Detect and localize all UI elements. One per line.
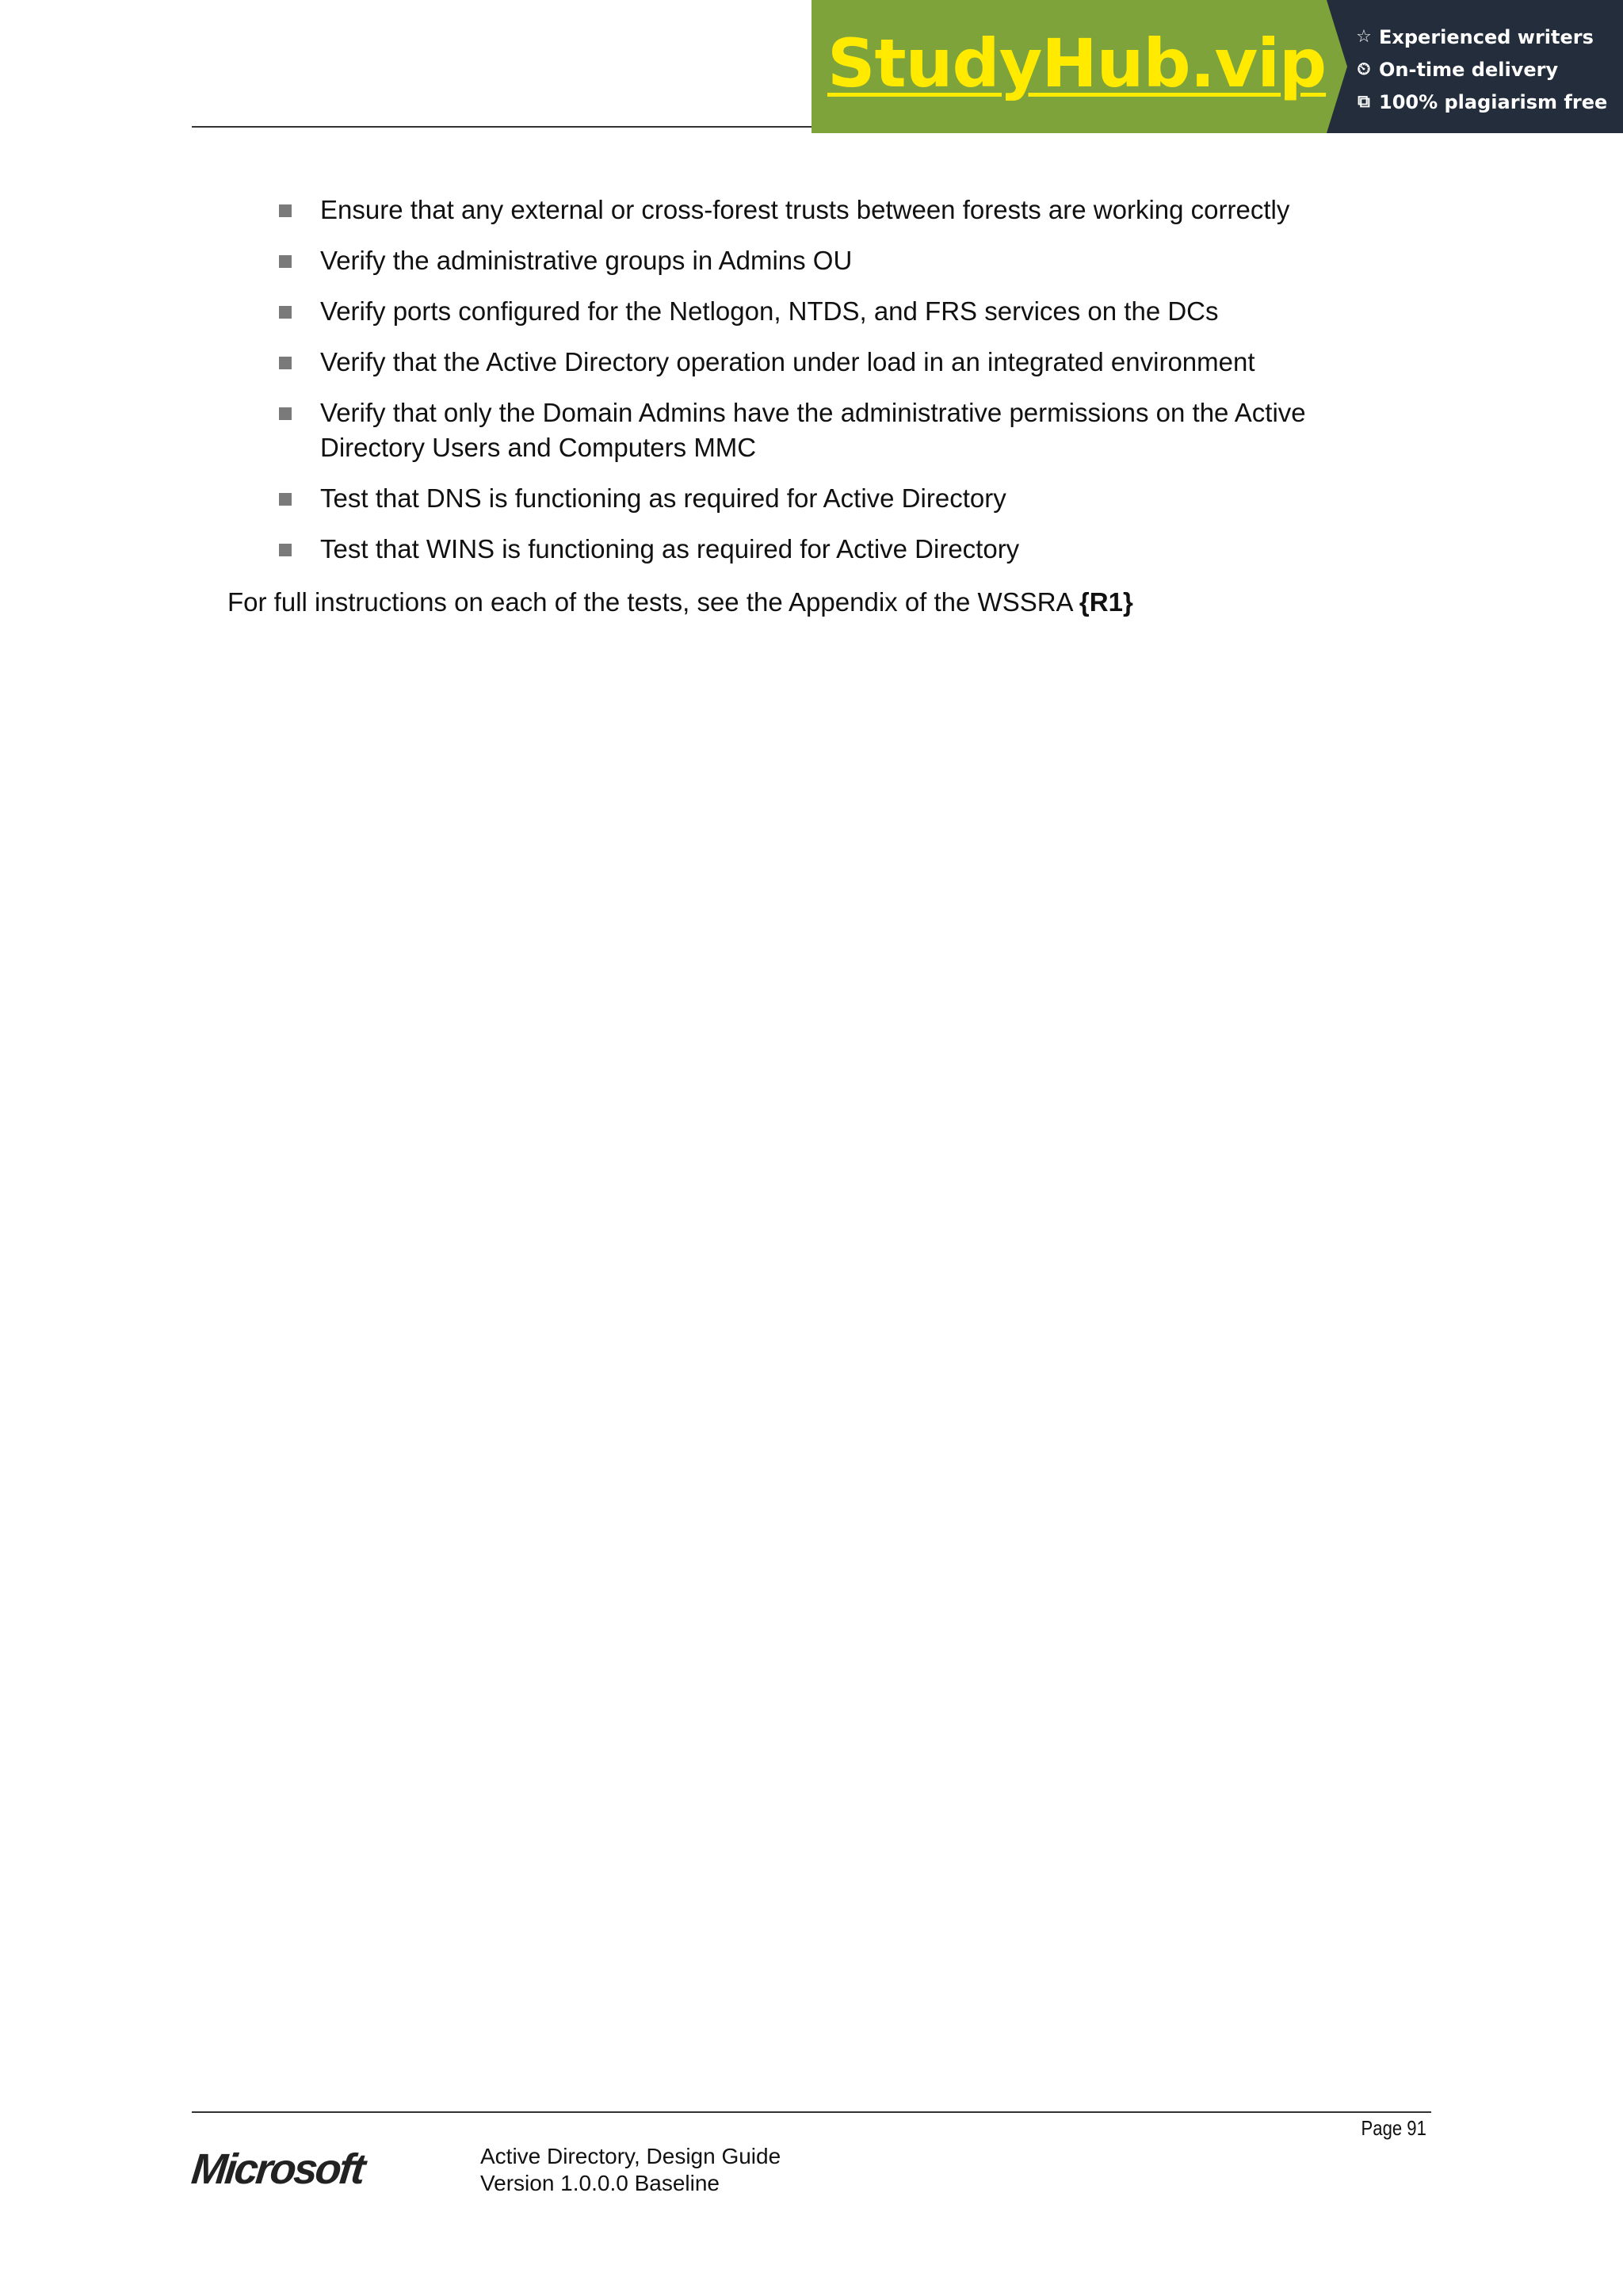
- feature-label: On-time delivery: [1379, 58, 1559, 81]
- studyhub-banner[interactable]: [812, 0, 1623, 133]
- closing-text: For full instructions on each of the tests, see the Appendix of the WSSRA: [227, 587, 1072, 617]
- feature-list: [1354, 21, 1607, 118]
- copy-icon: ⧉: [1358, 92, 1370, 112]
- list-item-text: Test that WINS is functioning as required for Active Directory: [320, 534, 1020, 563]
- document-title: Active Directory, Design Guide: [480, 2144, 781, 2168]
- reference-tag: {R1}: [1079, 587, 1133, 617]
- document-version: Version 1.0.0.0 Baseline: [480, 2171, 720, 2195]
- feature-item: [1354, 86, 1607, 118]
- list-item-text: Verify ports configured for the Netlogon, NTDS, and FRS services on the DCs: [320, 296, 1219, 326]
- square-bullet-icon: [279, 357, 292, 369]
- microsoft-logo: Microsoft: [189, 2145, 366, 2193]
- square-bullet-icon: [279, 204, 292, 217]
- list-item-text: Verify that the Active Directory operation under load in an integrated environment: [320, 347, 1255, 376]
- feature-item: [1354, 21, 1607, 53]
- list-item: [279, 193, 1404, 227]
- clock-icon: ⏲: [1357, 59, 1371, 79]
- list-item: [279, 481, 1404, 516]
- square-bullet-icon: [279, 544, 292, 556]
- star-icon: ☆: [1356, 27, 1372, 47]
- square-bullet-icon: [279, 493, 292, 506]
- feature-label: Experienced writers: [1379, 25, 1594, 48]
- list-item-text: Verify that only the Domain Admins have the administrative permissions on the Active Directory Users and Computers MMC: [320, 398, 1306, 462]
- footer-rule: [192, 2111, 1431, 2113]
- closing-paragraph: [227, 585, 1133, 620]
- square-bullet-icon: [279, 407, 292, 420]
- feature-item: [1354, 53, 1607, 86]
- list-item: [279, 395, 1404, 465]
- square-bullet-icon: [279, 255, 292, 268]
- test-checklist: [279, 193, 1404, 583]
- feature-label: 100% plagiarism free: [1379, 90, 1608, 113]
- brand-name[interactable]: StudyHub.vip: [827, 25, 1327, 102]
- square-bullet-icon: [279, 306, 292, 319]
- list-item: [279, 532, 1404, 567]
- list-item-text: Ensure that any external or cross-forest trusts between forests are working correctly: [320, 195, 1290, 224]
- list-item-text: Verify the administrative groups in Admins OU: [320, 246, 853, 275]
- list-item: [279, 345, 1404, 380]
- list-item: [279, 243, 1404, 278]
- list-item-text: Test that DNS is functioning as required for Active Directory: [320, 483, 1006, 513]
- page-number: Page 91: [1361, 2116, 1426, 2140]
- list-item: [279, 294, 1404, 329]
